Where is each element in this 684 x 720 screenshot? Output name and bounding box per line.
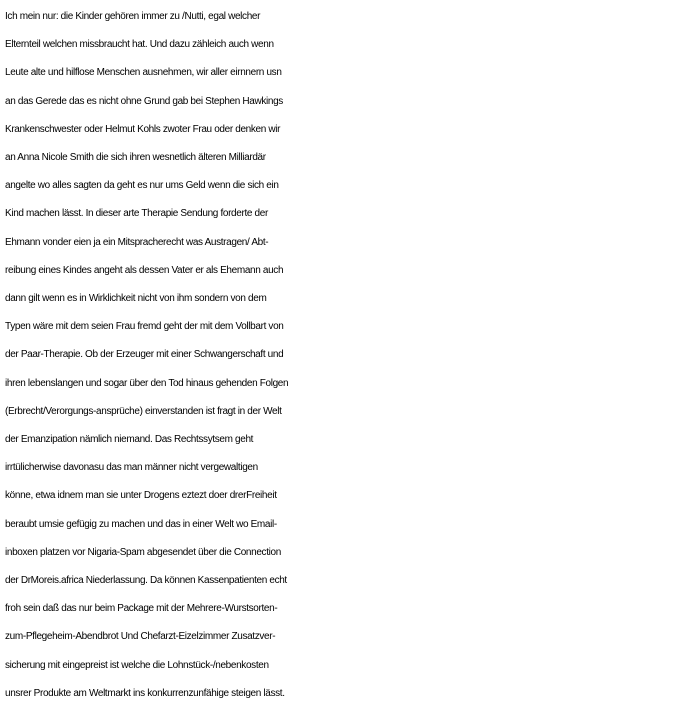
- text-line: der Emanzipation nämlich niemand. Das Rechtssytsem geht: [5, 434, 254, 446]
- text-line: Krankenschwester oder Helmut Kohls zwoter Frau oder denken wir: [5, 123, 281, 135]
- text-line: Ehmann vonder eien ja ein Mitspracherecht was Austragen/ Abt-: [5, 236, 269, 248]
- text-line: sicherung mit eingepreist ist welche die Lohnstück-/nebenkosten: [5, 659, 269, 671]
- text-line: der Paar-Therapie. Ob der Erzeuger mit einer Schwangerschaft und: [5, 349, 284, 361]
- text-line: irrtülicherwise davonasu das man männer nicht vergewaltigen: [5, 462, 258, 474]
- text-line: an das Gerede das es nicht ohne Grund gab bei Stephen Hawkings: [5, 95, 283, 107]
- text-line: (Erbrecht/Verorgungs-ansprüche) einverstanden ist fragt in der Welt: [5, 405, 282, 417]
- text-line: Ich mein nur: die Kinder gehören immer zu /Nutti, egal welcher: [5, 11, 261, 22]
- text-line: inboxen platzen vor Nigaria-Spam abgesendet über die Connection: [5, 546, 281, 558]
- text-line: reibung eines Kindes angeht als dessen Vater er als Ehemann auch: [5, 264, 284, 276]
- text-line: dann gilt wenn es in Wirklichkeit nicht von ihm sondern von dem: [5, 293, 267, 305]
- text-line: zum-Pflegeheim-Abendbrot Und Chefarzt-Eizelzimmer Zusatzver-: [5, 631, 276, 643]
- text-line: ihren lebenslangen und sogar über den Tod hinaus gehenden Folgen: [5, 377, 289, 389]
- text-line: Typen wäre mit dem seien Frau fremd geht der mit dem Vollbart von: [5, 321, 284, 333]
- text-line: froh sein daß das nur beim Package mit der Mehrere-Wurstsorten-: [5, 603, 278, 615]
- text-line: Leute alte und hilflose Menschen ausnehmen, wir aller eirnnern usn: [5, 67, 282, 79]
- text-line: an Anna Nicole Smith die sich ihren wesnetlich älteren Milliardär: [5, 152, 266, 164]
- text-line: Kind machen lässt. In dieser arte Therapie Sendung forderte der: [5, 208, 268, 220]
- text-line: könne, etwa idnem man sie unter Drogens eztezt doer drerFreiheit: [5, 490, 277, 502]
- text-line: angelte wo alles sagten da geht es nur ums Geld wenn die sich ein: [5, 180, 279, 192]
- document-body: [5, 3, 684, 708]
- text-line: unsrer Produkte am Weltmarkt ins konkurrenzunfähige steigen lässt.: [5, 687, 285, 699]
- text-line: beraubt umsie gefügig zu machen und das in einer Welt wo Email-: [5, 518, 277, 530]
- text-line: Elternteil welchen missbraucht hat. Und dazu zähleich auch wenn: [5, 39, 274, 51]
- text-line: der DrMoreis.africa Niederlassung. Da können Kassenpatienten echt: [5, 575, 287, 587]
